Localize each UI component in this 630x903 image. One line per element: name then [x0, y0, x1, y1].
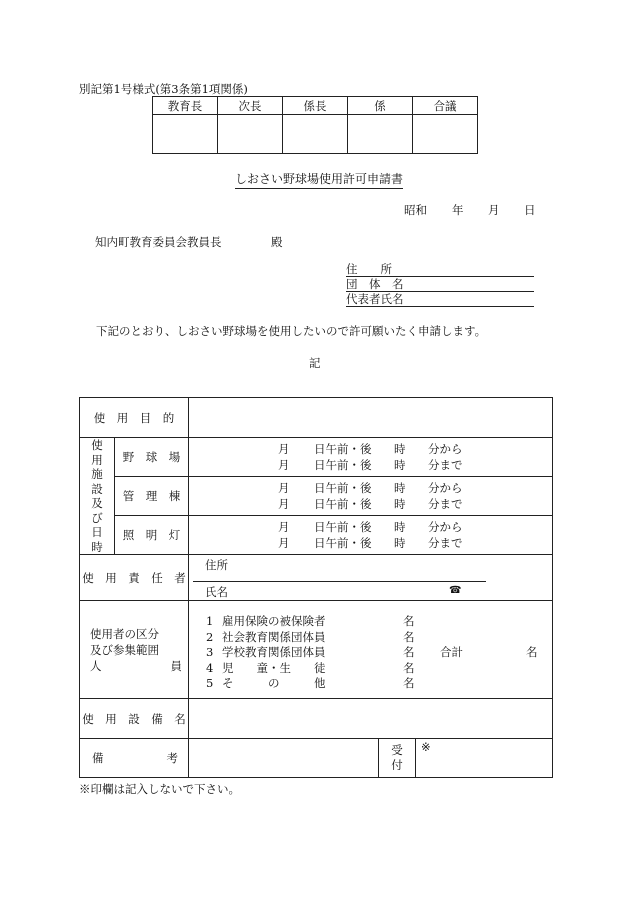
date-day: 日 [524, 203, 536, 217]
approval-stamp-cell[interactable] [348, 115, 413, 154]
ki-mark: 記 [309, 356, 321, 370]
document-title: しおさい野球場使用許可申請書 [235, 171, 403, 189]
facility-name-baseball-field: 野 球 場 [115, 438, 189, 477]
applicant-group-line[interactable] [346, 277, 534, 292]
remarks-field[interactable] [189, 739, 379, 778]
category-row: 1 雇用保険の被保険者 名 [206, 614, 415, 628]
application-table [79, 397, 553, 778]
facility-name-management-building: 管 理 棟 [115, 477, 189, 516]
responsible-field[interactable] [189, 555, 553, 601]
footnote: ※印欄は記入しないで下さい。 [79, 782, 240, 796]
approval-stamp-cell[interactable] [218, 115, 283, 154]
applicant-rep-label: 代表者氏名 [346, 292, 404, 306]
purpose-field[interactable] [189, 398, 553, 438]
purpose-label: 使 用 目 的 [80, 398, 189, 438]
approval-stamp-cell[interactable] [153, 115, 218, 154]
category-label-line: 及び参集範囲 [90, 642, 159, 657]
responsible-name-label: 氏名 [205, 585, 228, 599]
category-label-line: 人 員 [90, 658, 182, 673]
applicant-address-line[interactable] [346, 262, 534, 277]
approval-header: 教育長 [153, 97, 218, 115]
date-month: 月 [488, 203, 500, 217]
category-row: 3 学校教育関係団体員 名 合計 名 [206, 645, 538, 659]
receipt-mark: ※ [421, 740, 431, 754]
applicant-address-label: 住 所 [346, 262, 392, 276]
category-row: 2 社会教育関係団体員 名 [206, 629, 415, 644]
approval-header: 次長 [218, 97, 283, 115]
category-list [206, 614, 538, 692]
remarks-label: 備 考 [80, 739, 189, 778]
category-row: 4 児 童・生 徒 名 [206, 660, 415, 675]
equipment-field[interactable] [189, 699, 553, 739]
category-label-line: 使用者の区分 [90, 626, 159, 641]
total-unit: 名 [526, 645, 538, 659]
phone-icon: ☎ [449, 585, 462, 596]
facility-group-label: 使 用 施 設 及 び 日 時 [80, 438, 115, 555]
category-field[interactable] [189, 601, 553, 699]
facility-time-baseball-field[interactable]: 月 日午前・後 時 分から 月 日午前・後 時 分まで [189, 438, 553, 477]
total-label: 合計 [440, 645, 463, 659]
applicant-rep-line[interactable] [346, 292, 534, 307]
approval-header: 合議 [413, 97, 478, 115]
responsible-address-label: 住所 [205, 558, 228, 572]
receipt-field [416, 739, 553, 778]
approval-stamp-cell[interactable] [283, 115, 348, 154]
approval-header: 係長 [283, 97, 348, 115]
responsible-label: 使 用 責 任 者 [80, 555, 189, 601]
date-era: 昭和 [404, 203, 427, 217]
category-row: 5 そ の 他 名 [206, 676, 415, 690]
responsible-address-underline [193, 581, 486, 582]
addressee-honorific: 殿 [271, 235, 283, 249]
facility-time-management-building[interactable]: 月 日午前・後 時 分から 月 日午前・後 時 分まで [189, 477, 553, 516]
form-reference: 別記第1号様式(第3条第1項関係) [79, 82, 248, 96]
addressee-name: 知内町教育委員会教員長 [95, 235, 222, 249]
applicant-group-label: 団 体 名 [346, 277, 404, 291]
approval-stamp-table [152, 96, 478, 154]
facility-time-lighting[interactable]: 月 日午前・後 時 分から 月 日午前・後 時 分まで [189, 516, 553, 555]
approval-header: 係 [348, 97, 413, 115]
receipt-label: 受 付 [379, 739, 416, 778]
category-label [80, 601, 189, 699]
facility-name-lighting: 照 明 灯 [115, 516, 189, 555]
equipment-label: 使 用 設 備 名 [80, 699, 189, 739]
approval-stamp-cell[interactable] [413, 115, 478, 154]
body-text: 下記のとおり、しおさい野球場を使用したいので許可願いたく申請します。 [96, 324, 487, 338]
date-year: 年 [452, 203, 464, 217]
